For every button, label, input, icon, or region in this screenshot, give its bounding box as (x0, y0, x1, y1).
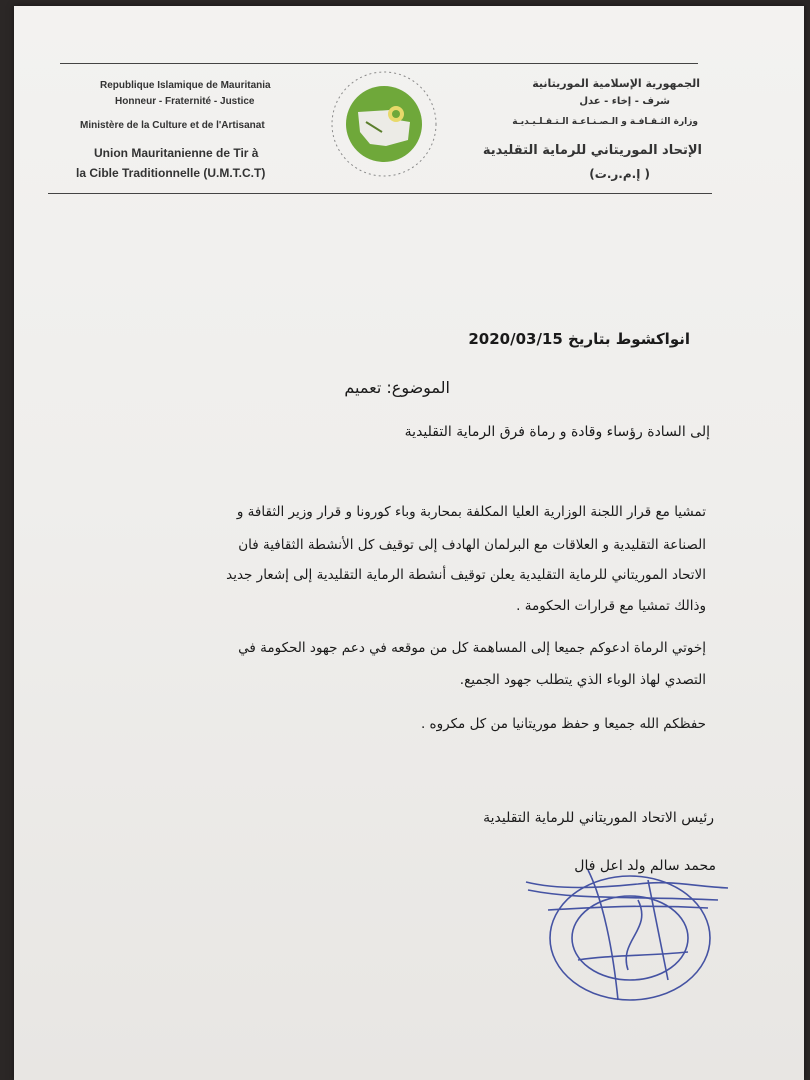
header-fr-republic: Republique Islamique de Mauritania (100, 80, 271, 91)
header-top-rule (60, 63, 698, 64)
recipients-line: إلى السادة رؤساء وقادة و رماة فرق الرماية التقليدية (404, 424, 710, 440)
header-ar-union: الإتحاد الموريتاني للرماية التقليدية (482, 143, 702, 158)
signer-name: محمد سالم ولد اعل فال (574, 858, 716, 874)
place-and-date: انواكشوط بتاريخ 2020/03/15 (468, 330, 690, 348)
paragraph-1-line-2: الصناعة التقليدية و العلاقات مع البرلمان الهادف إلى توقيف كل الأنشطة الثقافية فان (238, 537, 706, 553)
signer-title: رئيس الاتحاد الموريتاني للرماية التقليدية (483, 810, 714, 826)
closing-line: حفظكم الله جميعا و حفظ موريتانيا من كل مكروه . (420, 716, 706, 732)
paragraph-1-line-3: الاتحاد الموريتاني للرماية التقليدية يعلن توقيف أنشطة الرماية التقليدية إلى إشعار جديد (226, 567, 706, 583)
paragraph-1-line-4: وذالك تمشيا مع قرارات الحكومة . (516, 598, 706, 614)
header-bottom-rule (48, 193, 712, 194)
subject-line: الموضوع: تعميم (344, 378, 450, 397)
paragraph-2-line-2: التصدي لهاذ الوباء الذي يتطلب جهود الجميع. (459, 672, 706, 688)
header-ar-ministry: وزارة الثـقـافـة و الـصـنـاعـة الـتـقـلـيـديـة (512, 117, 698, 127)
header-ar-republic: الجمهورية الإسلامية الموريتانية (532, 77, 700, 90)
header-ar-union-abbr: ( إ.م.ر.ت) (589, 167, 650, 181)
header-ar-motto: شرف - إخاء - عدل (579, 96, 670, 107)
paragraph-1-line-1: تمشيا مع قرار اللجنة الوزارية العليا المكلفة بمحاربة وباء كورونا و قرار وزير الثقافة و (236, 504, 706, 520)
header-fr-ministry: Ministère de la Culture et de l'Artisanat (80, 120, 265, 131)
union-emblem-logo (330, 70, 438, 178)
header-fr-motto: Honneur - Fraternité - Justice (115, 96, 255, 107)
header-fr-union: Union Mauritanienne de Tir à (94, 146, 259, 160)
header-fr-union-name: la Cible Traditionnelle (U.M.T.C.T) (76, 166, 266, 180)
paragraph-2-line-1: إخوتي الرماة ادعوكم جميعا إلى المساهمة كل من موقعه في دعم جهود الحكومة في (238, 640, 706, 656)
official-stamp (518, 860, 730, 1010)
